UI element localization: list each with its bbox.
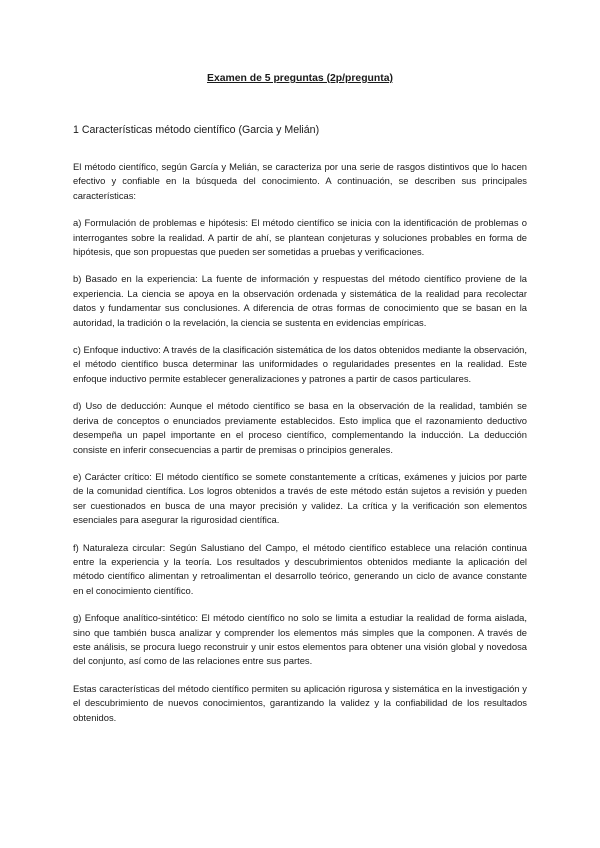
conclusion-paragraph: Estas características del método científico permiten su aplicación rigurosa y sistemática en la investigación y el descubrimiento de nuevos conocimientos, garantizando la validez y la confiabilidad de los resultados obtenidos. (73, 682, 527, 723)
paragraph-a: a) Formulación de problemas e hipótesis: El método científico se inicia con la identificación de problemas o interrogantes sobre la realidad. A partir de ahí, se plantean conjeturas y soluciones probables en forma de hipótesis, que son propuestas que pueden ser sometidas a pruebas y verificaciones. (73, 217, 527, 258)
section-heading: 1 Características método científico (Garcia y Melián) (73, 124, 320, 136)
paragraph-d: d) Uso de deducción: Aunque el método científico se basa en la observación de la realidad, también se deriva de conceptos o enunciados previamente establecidos. Esto implica que el razonamiento deductivo desempeña un papel importante en el proceso científico, complementando la inducción. La deducción consiste en inferir consecuencias a partir de premisas o principios generales. (73, 400, 527, 455)
paragraph-b: b) Basado en la experiencia: La fuente de información y respuestas del método científico proviene de la experiencia. La ciencia se apoya en la observación ordenada y sistemática de la realidad para recolectar datos y fundamentar sus conclusiones. A diferencia de otras formas de conocimiento que se basan en la autoridad, la tradición o la revelación, la ciencia se sustenta en evidencias empíricas. (73, 273, 527, 328)
intro-paragraph: El método científico, según García y Melián, se caracteriza por una serie de rasgos distintivos que lo hacen efectivo y confiable en la búsqueda del conocimiento. A continuación, se describen sus principales características: (73, 161, 527, 201)
paragraph-c: c) Enfoque inductivo: A través de la clasificación sistemática de los datos obtenidos mediante la observación, el método científico busca determinar las uniformidades o regularidades presentes en la realidad. Este enfoque inductivo permite establecer generalizaciones y patrones a partir de casos particulares. (73, 344, 527, 384)
paragraph-e: e) Carácter crítico: El método científico se somete constantemente a críticas, exámenes y juicios por parte de la comunidad científica. Los logros obtenidos a través de este método están sujetos a revisión y pueden ser cuestionados en busca de una mayor precisión y validez. La crítica y la verificación son elementos esenciales para asegurar la rigurosidad científica. (73, 470, 527, 526)
paragraph-f: f) Naturaleza circular: Según Salustiano del Campo, el método científico establece una relación continua entre la experiencia y la teoría. Los resultados y descubrimientos obtenidos mediante la aplicación del método científico alimentan y retroalimentan el desarrollo teórico, generando un ciclo de avance constante en el conocimiento científico. (73, 541, 527, 596)
document-body (73, 160, 527, 738)
exam-title: Examen de 5 preguntas (2p/pregunta) (207, 73, 393, 84)
paragraph-g: g) Enfoque analítico-sintético: El método científico no solo se limita a estudiar la realidad de forma aislada, sino que también busca analizar y comprender los elementos más simples que la componen. A través de este análisis, se procura luego reconstruir y unir estos elementos para obtener una visión global y novedosa del conjunto, así como de las relaciones entre sus partes. (73, 612, 527, 667)
